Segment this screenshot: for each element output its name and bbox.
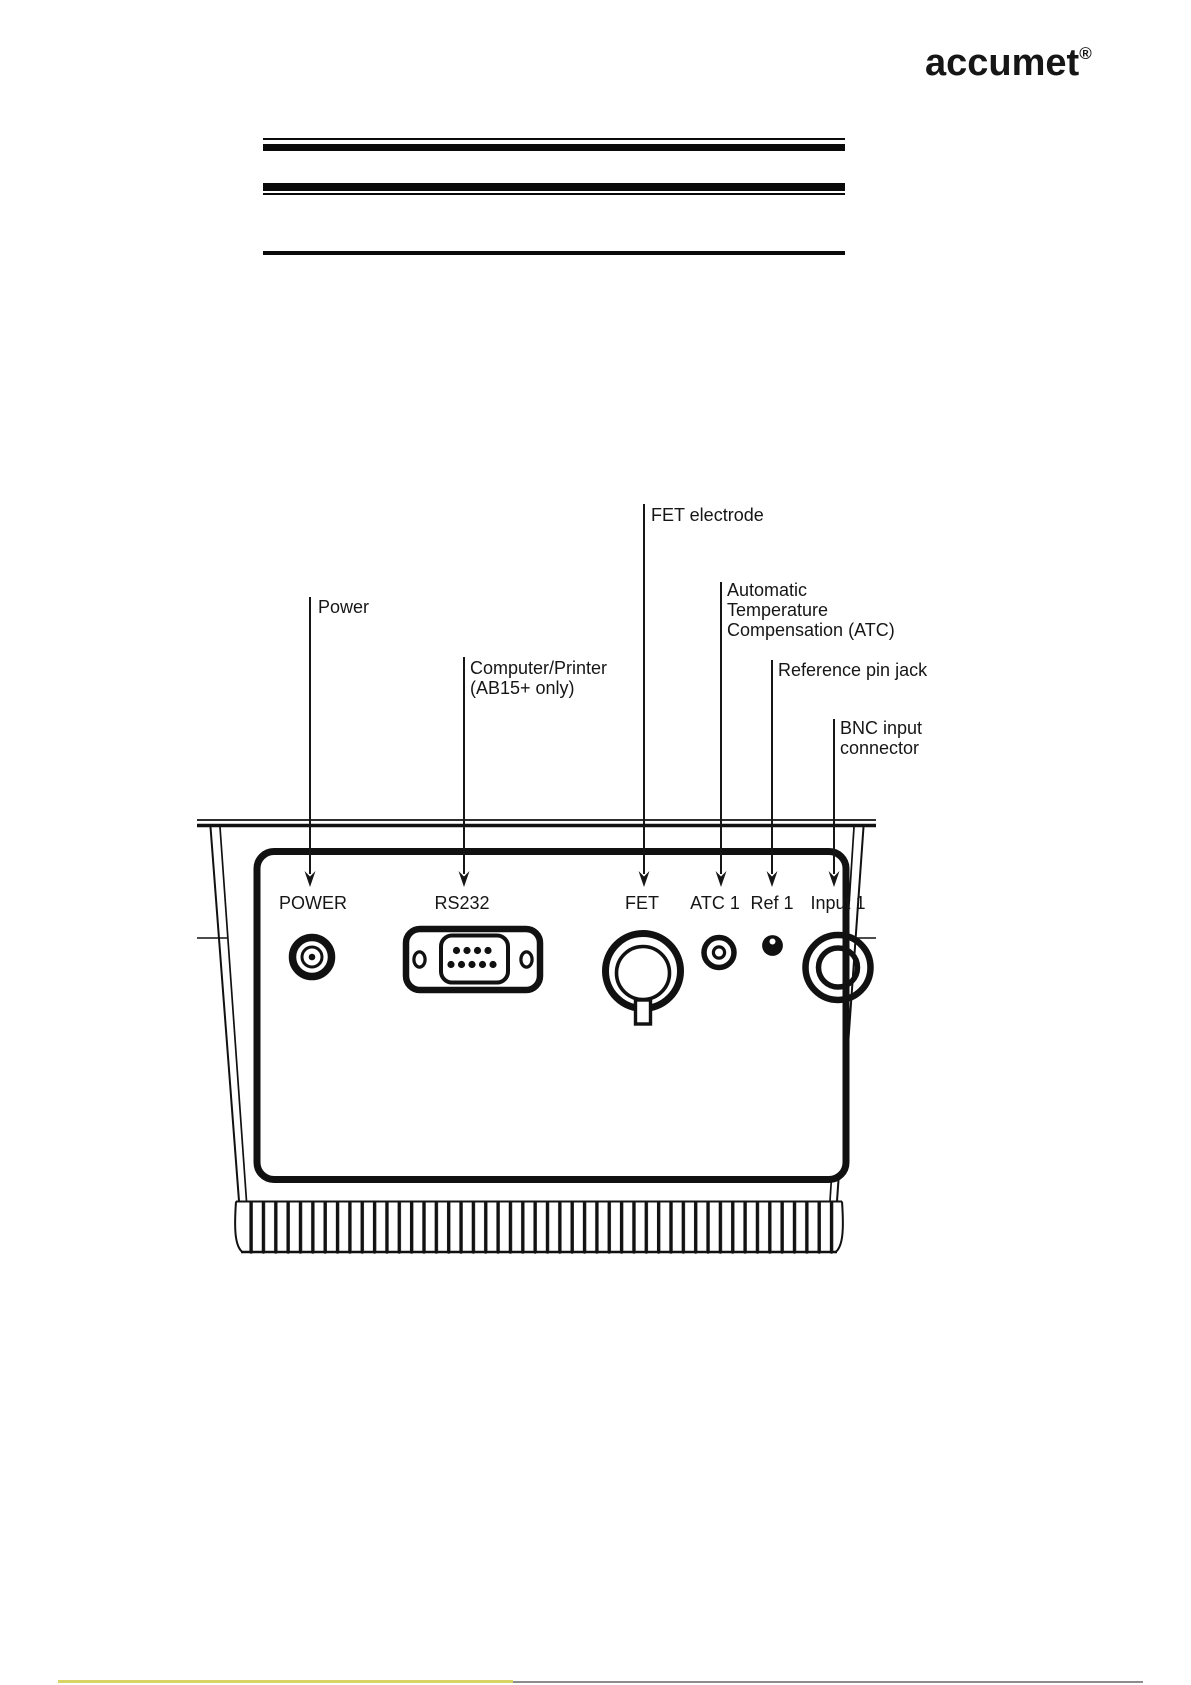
- callout-reference-pin-jack: [778, 660, 927, 680]
- brand-name: accumet: [925, 42, 1080, 84]
- rs232-connector: [406, 929, 540, 990]
- panel-label-atc1: ATC 1: [690, 893, 740, 913]
- page-edge-artifact-yellow: [58, 1680, 513, 1683]
- callout-reference-text: Reference pin jack: [778, 660, 928, 680]
- callout-bnc-line2: connector: [840, 738, 920, 758]
- callout-computer-printer-line1: Computer/Printer: [470, 658, 608, 678]
- panel-label-power: POWER: [278, 893, 348, 913]
- leader-power: [305, 597, 316, 887]
- callout-atc-line3: Compensation (ATC): [727, 620, 895, 640]
- callout-computer-printer-line2: (AB15+ only): [470, 678, 575, 698]
- panel-label-rs232: RS232: [434, 893, 490, 913]
- panel-label-fet: FET: [625, 893, 659, 913]
- callout-computer-printer: [470, 658, 607, 698]
- vent-grille: [235, 1200, 843, 1256]
- callout-fet-electrode: [651, 505, 764, 525]
- callout-bnc-line1: BNC input: [840, 718, 923, 738]
- reference-pin-jack: [762, 935, 783, 956]
- registered-mark: ®: [1079, 44, 1092, 64]
- callout-power: [318, 597, 369, 617]
- callout-atc-line1: Automatic: [727, 580, 808, 600]
- callout-power-text: Power: [318, 597, 370, 617]
- leader-atc: [716, 582, 727, 887]
- leader-fet-electrode: [639, 504, 650, 887]
- callout-atc-line2: Temperature: [727, 600, 829, 620]
- panel-label-input1: Input 1: [810, 893, 866, 913]
- callout-bnc-input: [840, 718, 922, 758]
- callout-fet-electrode-text: FET electrode: [651, 505, 764, 525]
- panel-label-ref1: Ref 1: [750, 893, 794, 913]
- page-edge-artifact-gray: [513, 1681, 1143, 1683]
- callout-atc: [727, 580, 895, 640]
